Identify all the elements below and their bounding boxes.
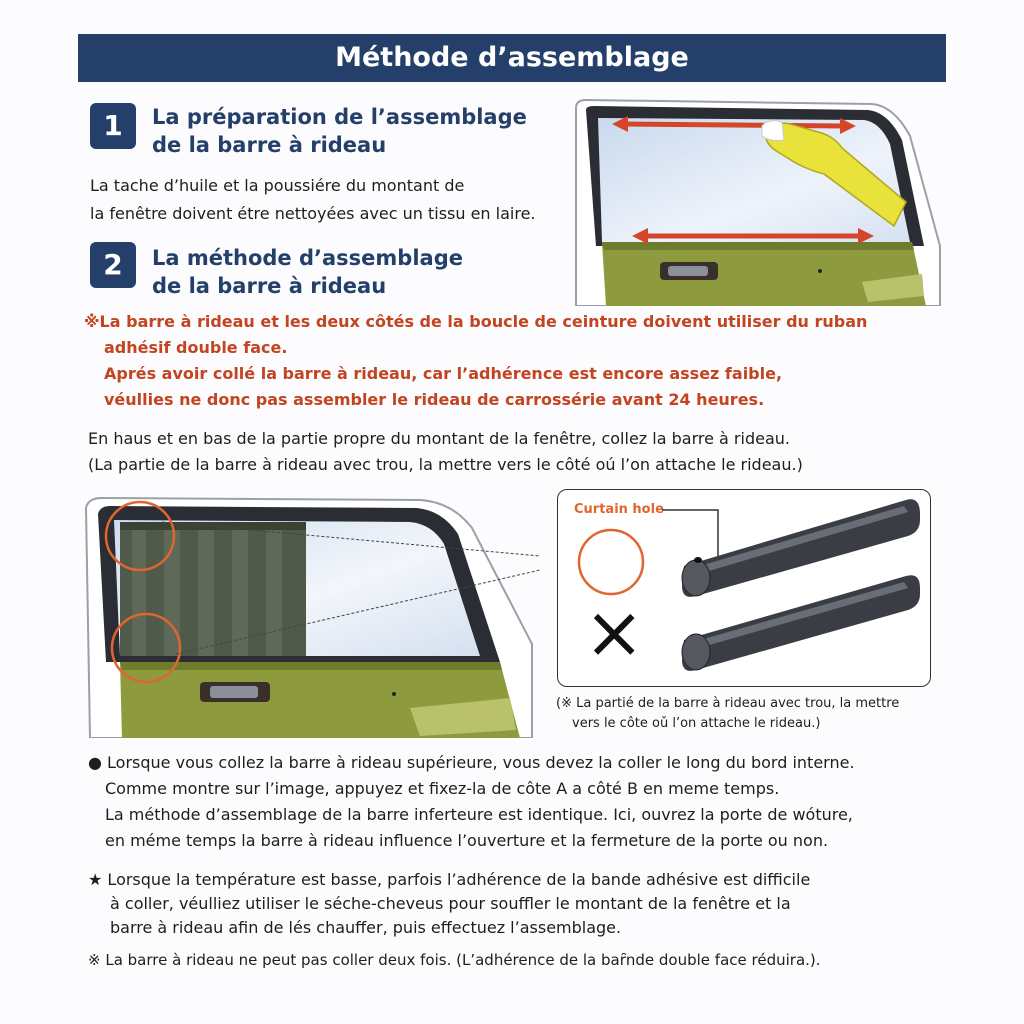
step-2-title-line: La méthode d’assemblage	[152, 246, 463, 270]
incorrect-orientation-cross-icon: ×	[584, 590, 645, 674]
step-1-text	[90, 172, 536, 228]
instruction-line: (La partie de la barre à rideau avec trou, la mettre vers le côté oú l’on attache le rideau.)	[88, 455, 803, 474]
step-1-text-line: la fenêtre doivent étre nettoyées avec un tissu en laire.	[90, 204, 536, 223]
door-curtain-illustration	[80, 494, 540, 738]
step-1-title-line: La préparation de l’assemblage	[152, 105, 527, 129]
curtain-hole-label: Curtain hole	[574, 502, 664, 517]
page-title: Méthode d’assemblage	[78, 34, 946, 82]
bullet-line: en méme temps la barre à rideau influence l’ouverture et la fermeture de la porte ou non.	[105, 831, 829, 850]
correct-orientation-circle	[579, 530, 643, 594]
step-1-title	[152, 103, 527, 159]
window-cleaning-illustration	[572, 96, 944, 306]
bullet-line: ● Lorsque vous collez la barre à rideau supérieure, vous devez la coller le long du bord interne.	[88, 753, 855, 772]
detail-caption-line: vers le côte oǔ l’on attache le rideau.)	[572, 716, 821, 731]
temperature-note-line: barre à rideau afin de lés chauffer, puis effectuez l’assemblage.	[110, 918, 622, 937]
step-2-title	[152, 244, 463, 300]
warning-line: Aprés avoir collé la barre à rideau, car l’adhérence est encore assez faible,	[104, 364, 783, 383]
instruction-text	[88, 426, 803, 478]
temperature-note-line: à coller, véulliez utiliser le séche-cheveus pour souffler le montant de la fenêtre et la	[110, 894, 791, 913]
detail-caption	[556, 694, 899, 734]
temperature-note	[88, 868, 810, 940]
final-note: ※ La barre à rideau ne peut pas coller deux fois. (L’adhérence de la baȓnde double face réduira.).	[88, 951, 821, 969]
warning-line: ※La barre à rideau et les deux côtés de la boucle de ceinture doivent utiliser du ruban	[84, 312, 868, 331]
temperature-note-line: ★ Lorsque la température est basse, parfois l’adhérence de la bande adhésive est difficile	[88, 870, 811, 889]
step-2-number: 2	[90, 242, 136, 288]
step-2-title-line: de la barre à rideau	[152, 274, 387, 298]
bullet-line: Comme montre sur l’image, appuyez et fixez-la de côte A a côté B en meme temps.	[105, 779, 780, 798]
detail-caption-line: (※ La partié de la barre à rideau avec trou, la mettre	[556, 696, 900, 711]
instruction-line: En haus et en bas de la partie propre du montant de la fenêtre, collez la barre à rideau.	[88, 429, 790, 448]
step-1-number: 1	[90, 103, 136, 149]
bullet-line: La méthode d’assemblage de la barre inferteure est identique. Ici, ouvrez la porte de wóture,	[105, 805, 853, 824]
step-1-title-line: de la barre à rideau	[152, 133, 387, 157]
warning-note	[84, 309, 867, 413]
step-1-text-line: La tache d’huile et la poussiére du montant de	[90, 176, 465, 195]
bullet-paragraph	[88, 750, 855, 854]
warning-line: véullies ne donc pas assembler le rideau de carrossérie avant 24 heures.	[104, 390, 765, 409]
warning-line: adhésif double face.	[104, 338, 288, 357]
